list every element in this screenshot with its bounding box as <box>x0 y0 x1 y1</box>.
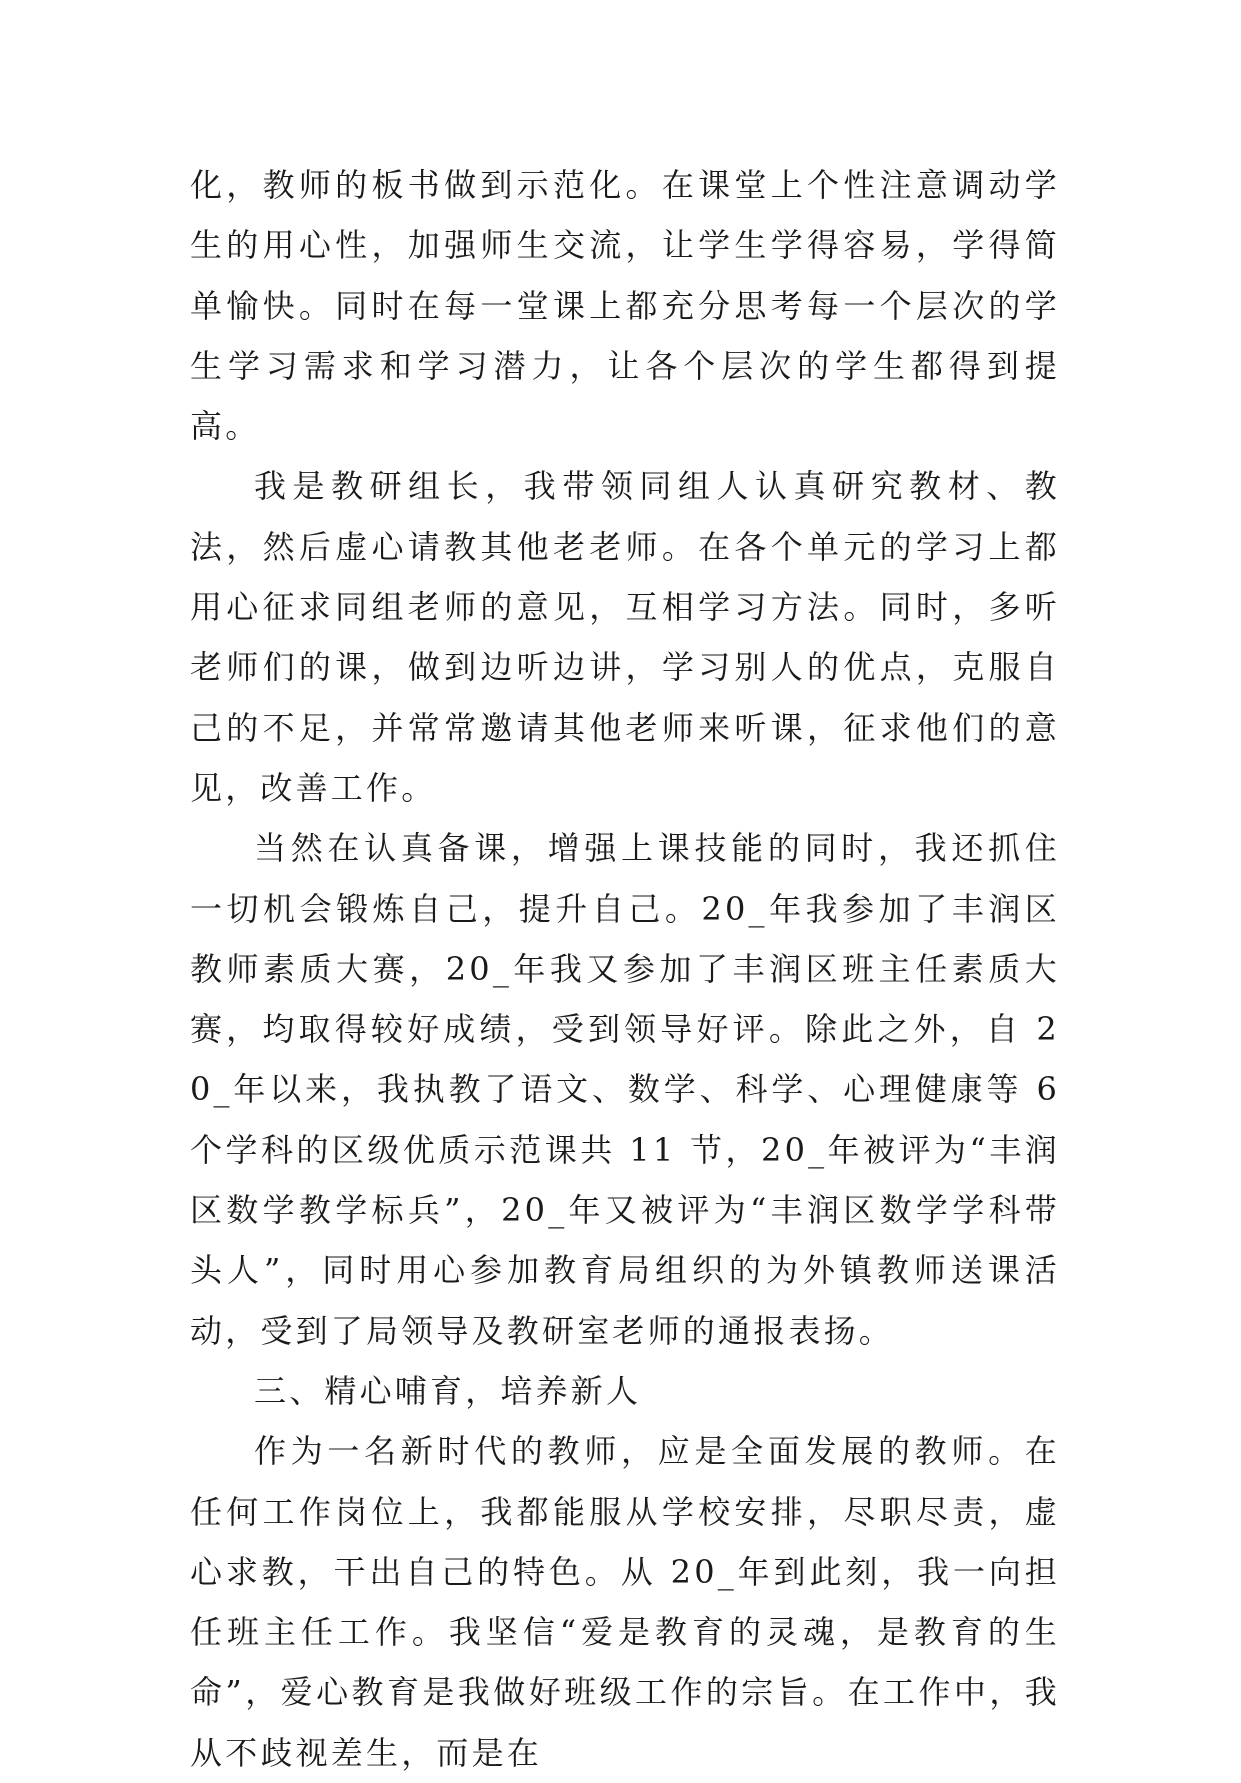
paragraph-self-improvement: 当然在认真备课，增强上课技能的同时，我还抓住一切机会锻炼自己，提升自己。20_年我参加了丰润区教师素质大赛，20_年我又参加了丰润区班主任素质大赛，均取得较好成绩，受到领导好评。除此之外，自 20_年以来，我执教了语文、数学、科学、心理健康等 6 个学科的区级优质示范课共 11 节，20_年被评为“丰润区数学教学标兵”，20_年又被评为“丰润区数学学科带头人”，同时用心参加教育局组织的为外镇教师送课活动，受到了局领导及教研室老师的通报表扬。 <box>190 829 1060 1350</box>
paragraph-teaching-research: 我是教研组长，我带领同组人认真研究教材、教法，然后虚心请教其他老老师。在各个单元的学习上都用心征求同组老师的意见，互相学习方法。同时，多听老师们的课，做到边听边讲，学习别人的优点，克服自己的不足，并常常邀请其他老师来听课，征求他们的意见，改善工作。 <box>190 467 1060 807</box>
paragraph-continued: 化，教师的板书做到示范化。在课堂上个性注意调动学生的用心性，加强师生交流，让学生学得容易，学得简单愉快。同时在每一堂课上都充分思考每一个层次的学生学习需求和学习潜力，让各个层次的学生都得到提高。 <box>190 166 1060 446</box>
paragraph-class-teacher: 作为一名新时代的教师，应是全面发展的教师。在任何工作岗位上，我都能服从学校安排，尽职尽责，虚心求教，干出自己的特色。从 20_年到此刻，我一向担任班主任工作。我坚信“爱是教育的灵魂，是教育的生命”，爱心教育是我做好班级工作的宗旨。在工作中，我从不歧视差生，而是在 <box>190 1432 1060 1772</box>
document-page <box>190 155 1060 1783</box>
section-heading: 三、精心哺育，培养新人 <box>254 1371 642 1410</box>
